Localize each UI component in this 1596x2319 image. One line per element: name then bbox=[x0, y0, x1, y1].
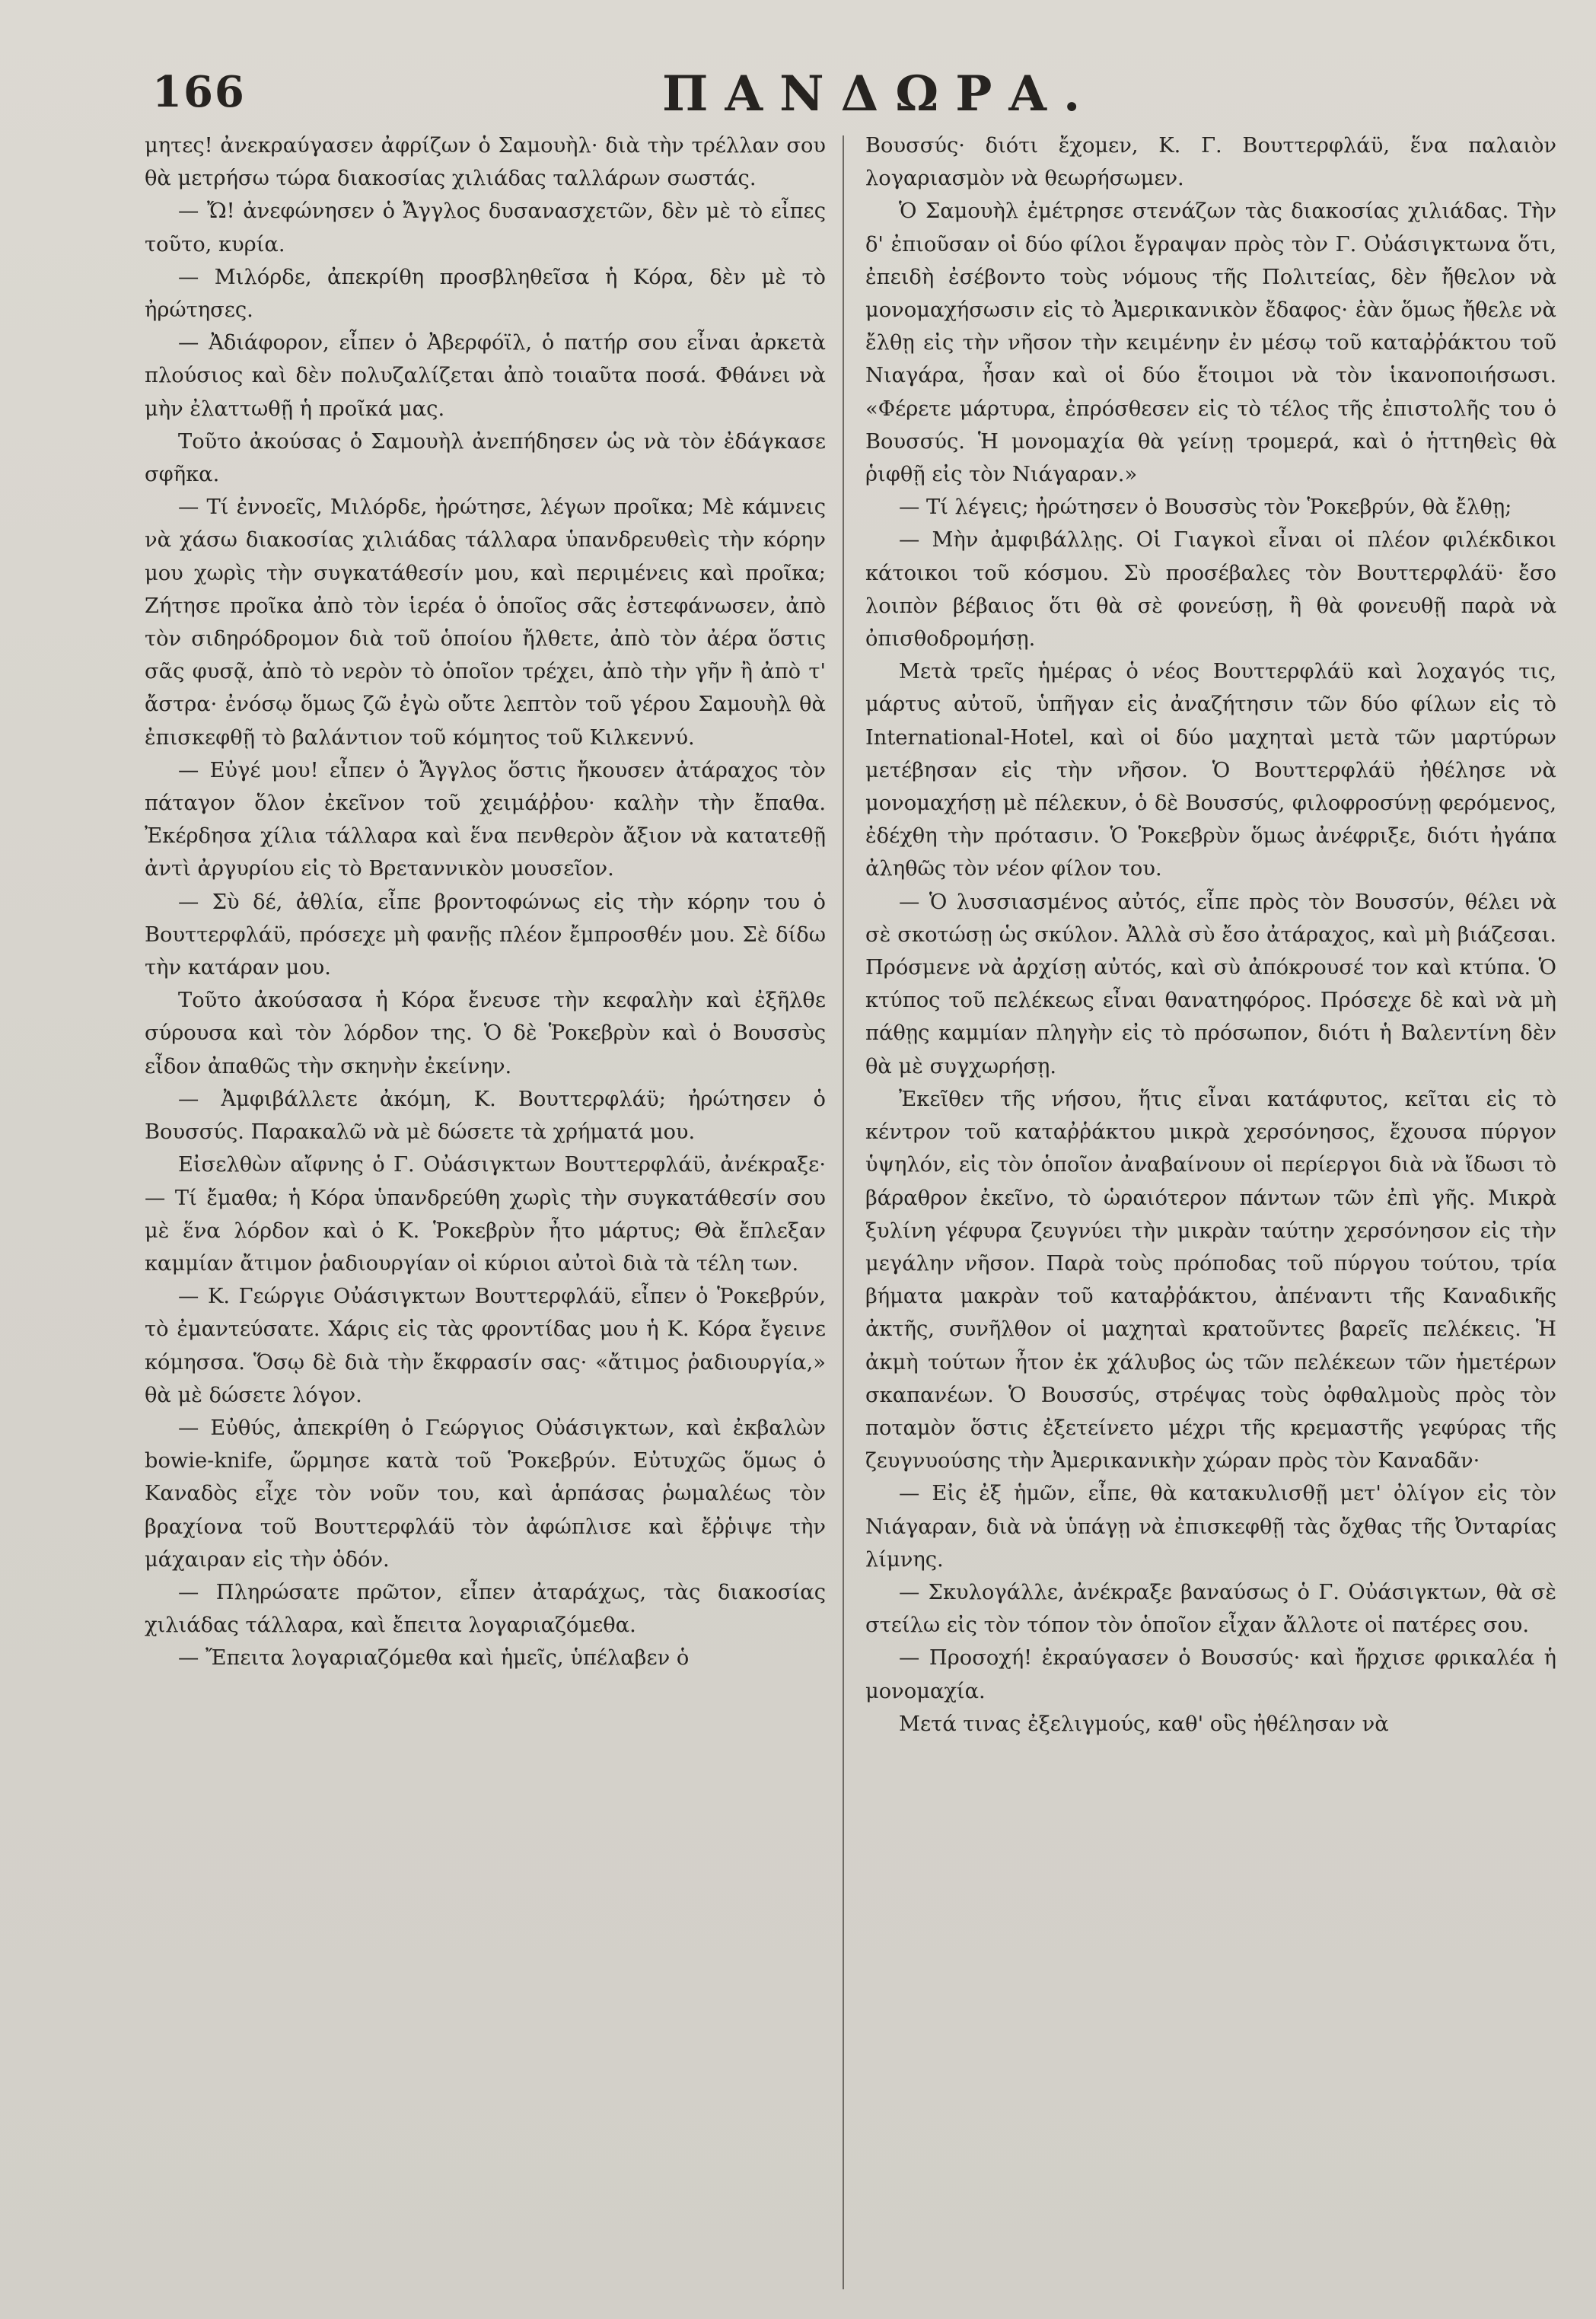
paragraph: Τοῦτο ἀκούσασα ἡ Κόρα ἔνευσε τὴν κεφαλὴν καὶ ἐξῆλθε σύρουσα καὶ τὸν λόρδον της. Ὁ δὲ Ῥοκεβρὺν καὶ ὁ Βουσσὺς εἶδον ἀπαθῶς τὴν σκηνὴν ἐκείνην. bbox=[145, 989, 826, 1078]
paragraph: — Ἀμφιβάλλετε ἀκόμη, Κ. Βουττερφλάϋ; ἠρώτησεν ὁ Βουσσύς. Παρακαλῶ νὰ μὲ δώσετε τὰ χρήματά μου. bbox=[145, 1087, 826, 1145]
paragraph: Μετὰ τρεῖς ἡμέρας ὁ νέος Βουττερφλάϋ καὶ λοχαγός τις, μάρτυς αὐτοῦ, ὑπῆγαν εἰς ἀναζήτησιν τῶν δύο φίλων εἰς τὸ International-Hotel, καὶ οἱ δύο μαχηταὶ μετὰ τῶν μαρτύρων μετέβησαν εἰς τὴν νῆσον. Ὁ Βουττερφλάϋ ἠθέλησε νὰ μονομαχήσῃ μὲ πέλεκυν, ὁ δὲ Βουσσύς, φιλοφροσύνῃ φερόμενος, ἐδέχθη τὴν πρότασιν. Ὁ Ῥοκεβρὺν ὅμως ἀνέφριξε, διότι ἠγάπα ἀληθῶς τὸν νέον φίλον του. bbox=[865, 660, 1556, 881]
paragraph: — Μὴν ἀμφιβάλλῃς. Οἱ Γιαγκοὶ εἶναι οἱ πλέον φιλέκδικοι κάτοικοι τοῦ κόσμου. Σὺ προσέβαλες τὸν Βουττερφλάϋ· ἔσο λοιπὸν βέβαιος ὅτι θὰ σὲ φονεύσῃ, ἢ θὰ φονευθῇ παρὰ νὰ ὀπισθοδρομήσῃ. bbox=[865, 528, 1556, 651]
running-title: ΠΑΝΔΩΡΑ. bbox=[662, 65, 1097, 123]
paragraph: — Κ. Γεώργιε Οὐάσιγκτων Βουττερφλάϋ, εἶπεν ὁ Ῥοκεβρύν, τὸ ἐμαντεύσατε. Χάρις εἰς τὰς φροντίδας μου ἡ Κ. Κόρα ἔγεινε κόμησσα. Ὅσῳ δὲ διὰ τὴν ἔκφρασίν σας· «ἄτιμος ῥαδιουργία,» θὰ μὲ δώσετε λόγον. bbox=[145, 1285, 826, 1407]
paragraph: — Ἔπειτα λογαριαζόμεθα καὶ ἡμεῖς, ὑπέλαβεν ὁ bbox=[178, 1646, 690, 1671]
paragraph: — Ὁ λυσσιασμένος αὐτός, εἶπε πρὸς τὸν Βουσσύν, θέλει νὰ σὲ σκοτώσῃ ὡς σκύλον. Ἀλλὰ σὺ ἔσο ἀτάραχος, καὶ μὴ βιάζεσαι. Πρόσμενε νὰ ἀρχίσῃ αὐτός, καὶ σὺ ἀπόκρουσέ τον καὶ κτύπα. Ὁ κτύπος τοῦ πελέκεως εἶναι θανατηφόρος. Πρόσεχε δὲ καὶ νὰ μὴ πάθῃς καμμίαν πληγὴν εἰς τὸ πρόσωπον, διότι ἡ Βαλεντίνη δὲν θὰ μὲ συγχωρήσῃ. bbox=[865, 890, 1556, 1078]
right-column bbox=[865, 129, 1556, 2298]
text-columns bbox=[145, 129, 1556, 2298]
page-number: 166 bbox=[152, 67, 246, 117]
paragraph: — Εἰς ἐξ ἡμῶν, εἶπε, θὰ κατακυλισθῇ μετ' ὀλίγον εἰς τὸν Νιάγαραν, διὰ νὰ ὑπάγῃ νὰ ἐπισκεφθῇ τὰς ὄχθας τῆς Ὀνταρίας λίμνης. bbox=[865, 1482, 1556, 1572]
paragraph: — Πληρώσατε πρῶτον, εἶπεν ἀταράχως, τὰς διακοσίας χιλιάδας τάλλαρα, καὶ ἔπειτα λογαριαζόμεθα. bbox=[145, 1580, 826, 1638]
paragraph: — Ἀδιάφορον, εἶπεν ὁ Ἀβερφόϊλ, ὁ πατήρ σου εἶναι ἀρκετὰ πλούσιος καὶ δὲν πολυζαλίζεται ἀπὸ τοιαῦτα ποσά. Φθάνει νὰ μὴν ἐλαττωθῇ ἡ προῖκά μας. bbox=[145, 331, 826, 421]
paragraph: μητες! ἀνεκραύγασεν ἀφρίζων ὁ Σαμουὴλ· διὰ τὴν τρέλλαν σου θὰ μετρήσω τώρα διακοσίας χιλιάδας ταλλάρων σωστάς. bbox=[145, 134, 826, 191]
page-header bbox=[145, 59, 1550, 128]
paragraph: Τοῦτο ἀκούσας ὁ Σαμουὴλ ἀνεπήδησεν ὡς νὰ τὸν ἐδάγκασε σφῆκα. bbox=[145, 429, 826, 487]
paragraph: Μετά τινας ἐξελιγμούς, καθ' οὓς ἠθέλησαν νὰ bbox=[899, 1712, 1389, 1736]
paragraph: — Τί λέγεις; ἠρώτησεν ὁ Βουσσὺς τὸν Ῥοκεβρύν, θὰ ἔλθῃ; bbox=[899, 495, 1512, 520]
paragraph: — Σκυλογάλλε, ἀνέκραξε βαναύσως ὁ Γ. Οὐάσιγκτων, θὰ σὲ στείλω εἰς τὸν τόπον τὸν ὁποῖον εἶχαν ἄλλοτε οἱ πατέρες σου. bbox=[865, 1580, 1556, 1638]
column-divider bbox=[843, 135, 844, 2289]
paragraph: — Προσοχή! ἐκραύγασεν ὁ Βουσσύς· καὶ ἤρχισε φρικαλέα ἡ μονομαχία. bbox=[865, 1646, 1556, 1703]
paragraph: — Εὐγέ μου! εἶπεν ὁ Ἄγγλος ὅστις ἤκουσεν ἀτάραχος τὸν πάταγον ὅλον ἐκεῖνον τοῦ χειμάῤῥου· καλὴν τὴν ἔπαθα. Ἐκέρδησα χίλια τάλλαρα καὶ ἕνα πενθερὸν ἄξιον νὰ κατατεθῇ ἀντὶ ἀργυρίου εἰς τὸ Βρεταννικὸν μουσεῖον. bbox=[145, 758, 826, 881]
paragraph: Ὁ Σαμουὴλ ἐμέτρησε στενάζων τὰς διακοσίας χιλιάδας. Τὴν δ' ἐπιοῦσαν οἱ δύο φίλοι ἔγραψαν πρὸς τὸν Γ. Οὐάσιγκτωνα ὅτι, ἐπειδὴ ἐσέβοντο τοὺς νόμους τῆς Πολιτείας, δὲν ἤθελον νὰ μονομαχήσωσιν εἰς τὸ Ἀμερικανικὸν ἔδαφος· ἐὰν ὅμως ἤθελε νὰ ἔλθῃ εἰς τὴν νῆσον τὴν κειμένην ἐν μέσῳ τοῦ καταῤῥάκτου τοῦ Νιαγάρα, ἦσαν καὶ οἱ δύο ἕτοιμοι νὰ τὸν ἱκανοποιήσωσι. «Φέρετε μάρτυρα, ἐπρόσθεσεν εἰς τὸ τέλος τῆς ἐπιστολῆς του ὁ Βουσσύς. Ἡ μονομαχία θὰ γείνῃ τρομερά, καὶ ὁ ἡττηθεὶς θὰ ῥιφθῇ εἰς τὸν Νιάγαραν.» bbox=[865, 199, 1556, 487]
paragraph: — Τί ἐννοεῖς, Μιλόρδε, ἠρώτησε, λέγων προῖκα; Μὲ κάμνεις νὰ χάσω διακοσίας χιλιάδας τάλλαρα ὑπανδρευθεὶς τὴν κόρην μου χωρὶς τὴν συγκατάθεσίν μου, καὶ περιμένεις καὶ προῖκα; Ζήτησε προῖκα ἀπὸ τὸν ἱερέα ὁ ὁποῖος σᾶς ἐστεφάνωσεν, ἀπὸ τὸν σιδηρόδρομον διὰ τοῦ ὁποίου ἤλθετε, ἀπὸ τὸν ἀέρα ὅστις σᾶς φυσᾷ, ἀπὸ τὸ νερὸν τὸ ὁποῖον τρέχει, ἀπὸ τὴν γῆν ἢ ἀπὸ τ' ἄστρα· ἐνόσῳ ὅμως ζῶ ἐγὼ οὔτε λεπτὸν τοῦ γέρου Σαμουὴλ θὰ ἐπισκεφθῇ τὸ βαλάντιον τοῦ κόμητος τοῦ Κιλκεννύ. bbox=[145, 495, 826, 750]
paragraph: — Μιλόρδε, ἀπεκρίθη προσβληθεῖσα ἡ Κόρα, δὲν μὲ τὸ ἠρώτησες. bbox=[145, 265, 826, 323]
paragraph: — Σὺ δέ, ἀθλία, εἶπε βροντοφώνως εἰς τὴν κόρην του ὁ Βουττερφλάϋ, πρόσεχε μὴ φανῇς πλέον ἔμπροσθέν μου. Σὲ δίδω τὴν κατάραν μου. bbox=[145, 890, 826, 980]
left-column bbox=[145, 129, 826, 2298]
paragraph: — Εὐθύς, ἀπεκρίθη ὁ Γεώργιος Οὐάσιγκτων, καὶ ἐκβαλὼν bowie-knife, ὥρμησε κατὰ τοῦ Ῥοκεβρύν. Εὐτυχῶς ὅμως ὁ Καναδὸς εἶχε τὸν νοῦν του, καὶ ἁρπάσας ῥωμαλέως τὸν βραχίονα τοῦ Βουττερφλάϋ τὸν ἀφώπλισε καὶ ἔῤῥιψε τὴν μάχαιραν εἰς τὴν ὁδόν. bbox=[145, 1416, 826, 1572]
paragraph: — Ὤ! ἀνεφώνησεν ὁ Ἄγγλος δυσανασχετῶν, δὲν μὲ τὸ εἶπες τοῦτο, κυρία. bbox=[145, 199, 826, 256]
paragraph: Βουσσύς· διότι ἔχομεν, Κ. Γ. Βουττερφλάϋ, ἕνα παλαιὸν λογαριασμὸν νὰ θεωρήσωμεν. bbox=[865, 134, 1556, 191]
paragraph: Ἐκεῖθεν τῆς νήσου, ἥτις εἶναι κατάφυτος, κεῖται εἰς τὸ κέντρον τοῦ καταῤῥάκτου μικρὰ χερσόνησος, ἔχουσα πύργον ὑψηλόν, εἰς τὸν ὁποῖον ἀναβαίνουν οἱ περίεργοι διὰ νὰ ἴδωσι τὸ βάραθρον ἐκεῖνο, τὸ ὡραιότερον πάντων τῶν ἐπὶ γῆς. Μικρὰ ξυλίνη γέφυρα ζευγνύει τὴν μικρὰν ταύτην χερσόνησον εἰς τὴν μεγάλην νῆσον. Παρὰ τοὺς πρόποδας τοῦ πύργου τούτου, τρία βήματα μακρὰν τοῦ καταῤῥάκτου, ἀπέναντι τῆς Καναδικῆς ἀκτῆς, συνῆλθον οἱ μαχηταὶ κρατοῦντες βαρεῖς πελέκεις. Ἡ ἀκμὴ τούτων ἦτον ἐκ χάλυβος ὡς τῶν πελέκεων τῶν ἡμετέρων σκαπανέων. Ὁ Βουσσύς, στρέψας τοὺς ὀφθαλμοὺς πρὸς τὸν ποταμὸν ὅστις ἐξετείνετο μέχρι τῆς κρεμαστῆς γεφύρας τῆς ζευγνυούσης τὴν Ἀμερικανικὴν χώραν πρὸς τὸν Καναδᾶν· bbox=[865, 1087, 1556, 1473]
paragraph: Εἰσελθὼν αἴφνης ὁ Γ. Οὐάσιγκτων Βουττερφλάϋ, ἀνέκραξε· — Τί ἔμαθα; ἡ Κόρα ὑπανδρεύθη χωρὶς τὴν συγκατάθεσίν σου μὲ ἕνα λόρδον καὶ ὁ Κ. Ῥοκεβρὺν ἦτο μάρτυς; Θὰ ἔπλεξαν καμμίαν ἄτιμον ῥαδιουργίαν οἱ κύριοι αὐτοὶ διὰ τὰ τέλη των. bbox=[145, 1153, 826, 1276]
